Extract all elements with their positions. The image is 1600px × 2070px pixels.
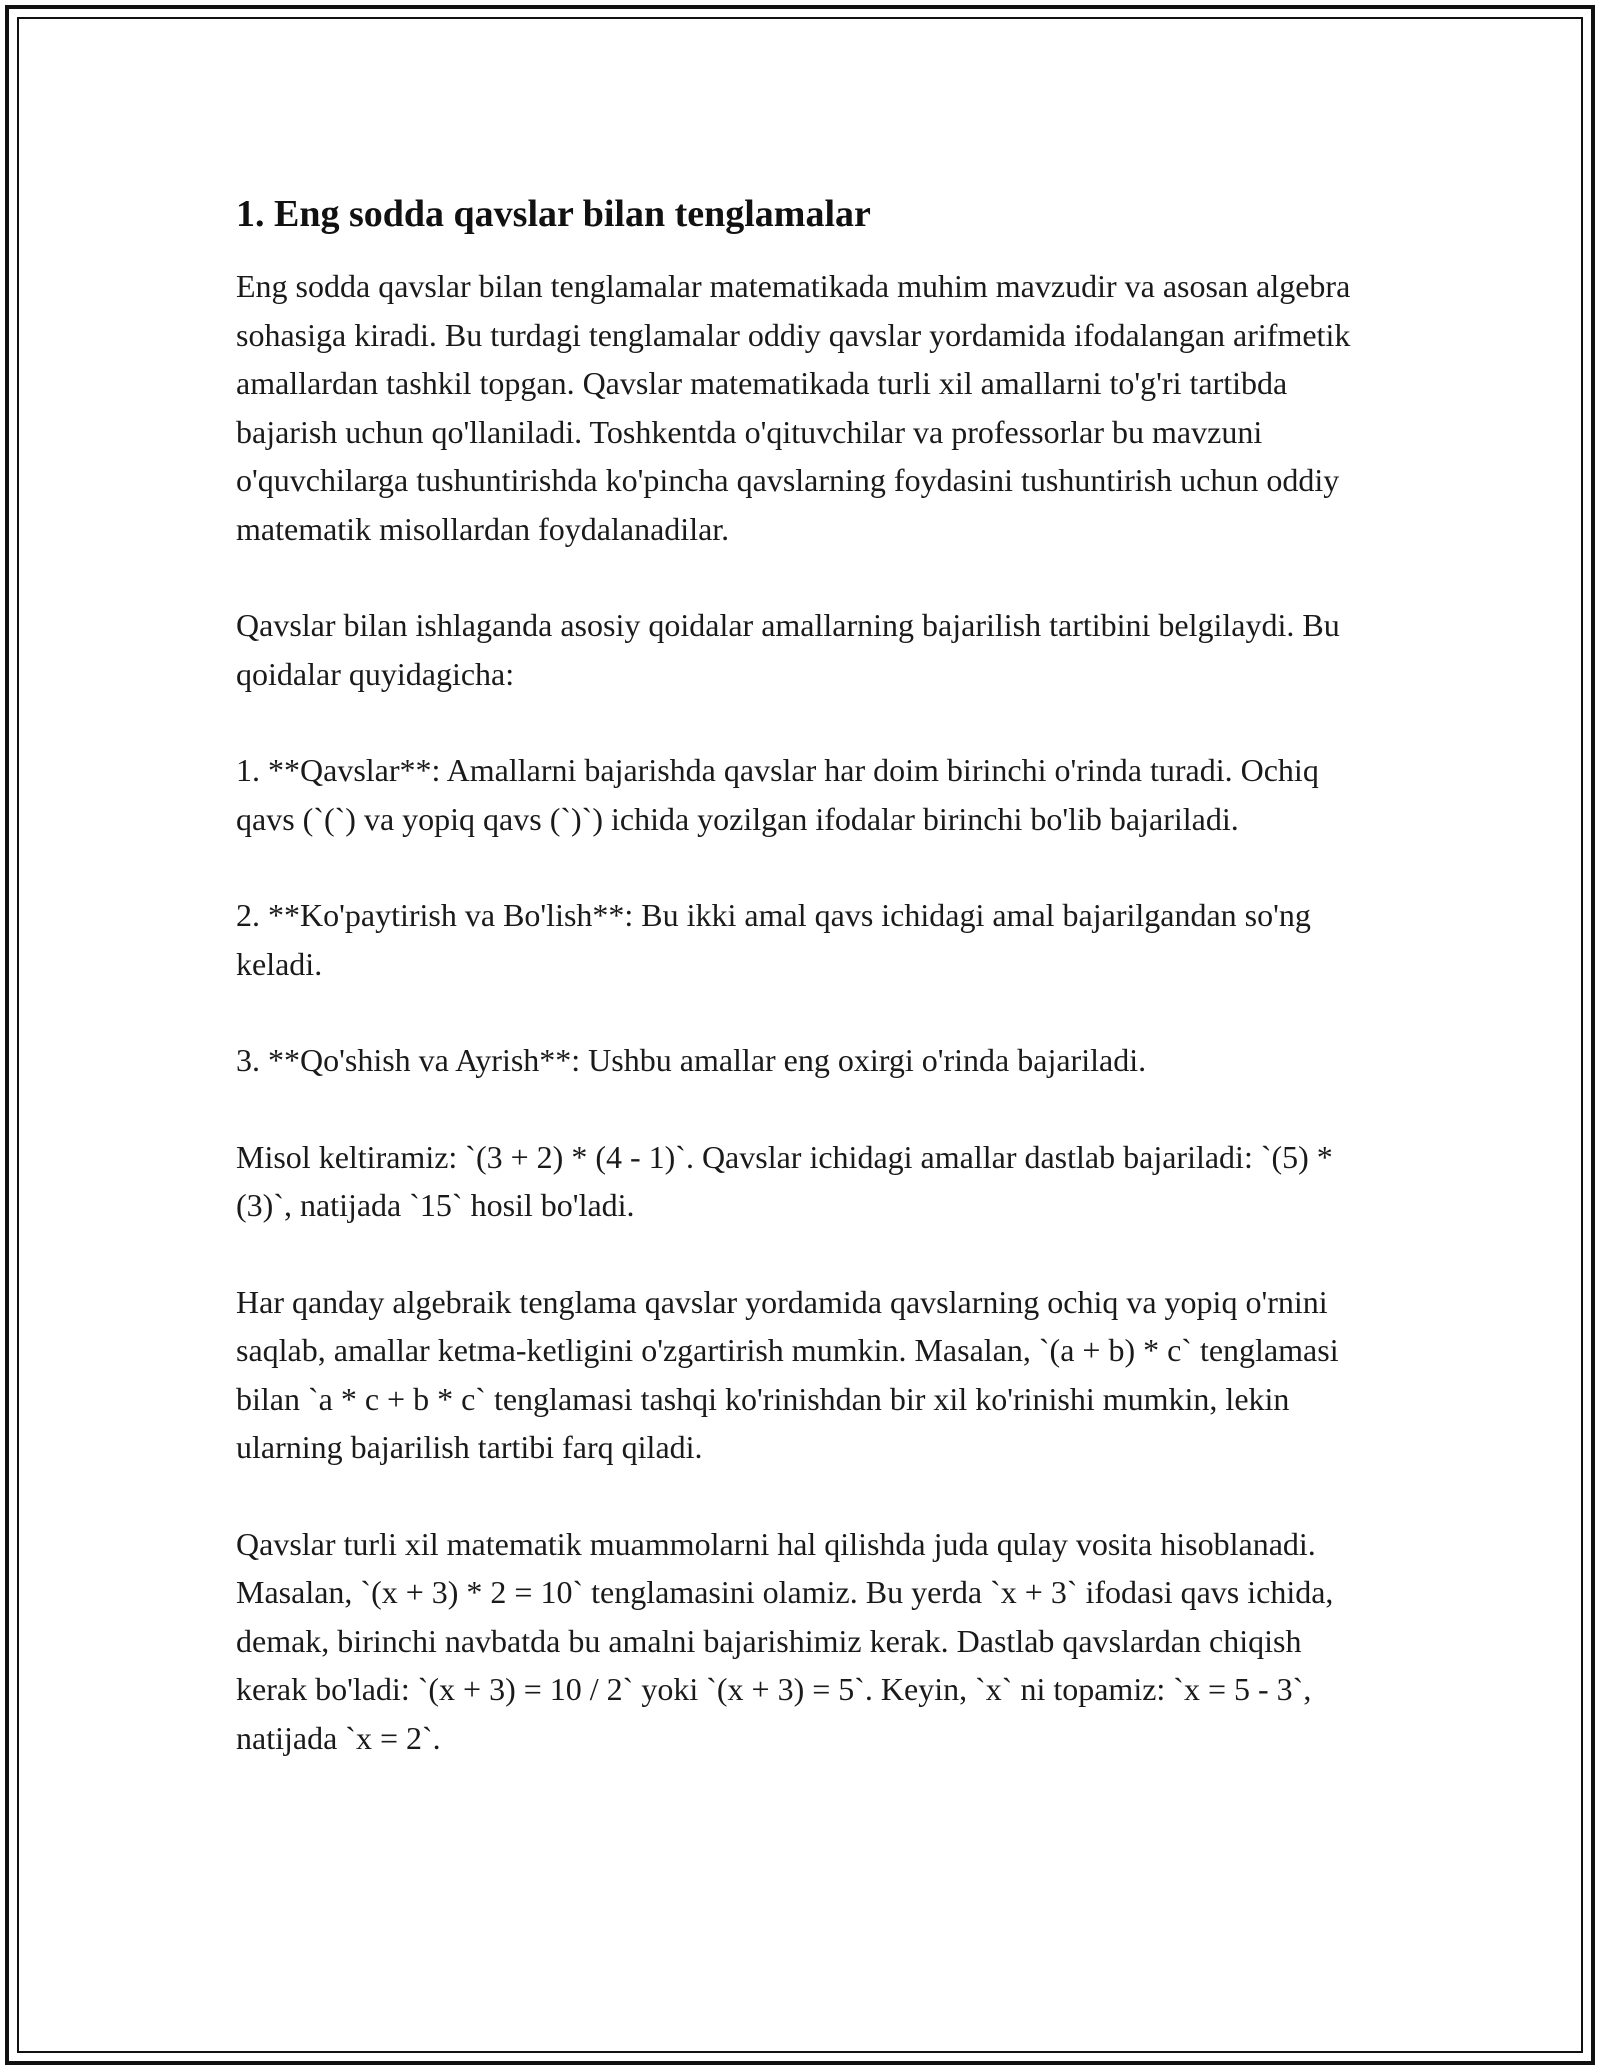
section-heading: 1. Eng sodda qavslar bilan tenglamalar: [236, 193, 871, 235]
paragraph-intro: Eng sodda qavslar bilan tenglamalar matematikada muhim mavzudir va asosan algebra sohasiga kiradi. Bu turdagi tenglamalar oddiy qavslar yordamida ifodalangan arifmetik amallardan tashkil topgan. Qavslar matematikada turli xil amallarni to'g'ri tartibda bajarish uchun qo'llaniladi. Toshkentda o'qituvchilar va professorlar bu mavzuni o'quvchilarga tushuntirishda ko'pincha qavslarning foydasini tushuntirish uchun oddiy matematik misollardan foydalanadilar.: [236, 268, 1351, 547]
paragraph-problem: Qavslar turli xil matematik muammolarni hal qilishda juda qulay vosita hisoblanadi. Masalan, `(x + 3) * 2 = 10` tenglamasini olamiz. Bu yerda `x + 3` ifodasi qavs ichida, demak, birinchi navbatda bu amalni bajarishimiz kerak. Dastlab qavslardan chiqish kerak bo'ladi: `(x + 3) = 10 / 2` yoki `(x + 3) = 5`. Keyin, `x` ni topamiz: `x = 5 - 3`, natijada `x = 2`.: [236, 1525, 1334, 1756]
paragraph-rule-1: 1. **Qavslar**: Amallarni bajarishda qavslar har doim birinchi o'rinda turadi. Ochiq qavs (`(`) va yopiq qavs (`)`) ichida yozilgan ifodalar birinchi bo'lib bajariladi.: [236, 752, 1319, 837]
paragraph-example: Misol keltiramiz: `(3 + 2) * (4 - 1)`. Qavslar ichidagi amallar dastlab bajariladi: `(5) * (3)`, natijada `15` hosil bo'ladi.: [236, 1138, 1333, 1223]
paragraph-rules-intro: Qavslar bilan ishlaganda asosiy qoidalar amallarning bajarilish tartibini belgilaydi. Bu qoidalar quyidagicha:: [236, 607, 1340, 692]
paragraph-algebraic: Har qanday algebraik tenglama qavslar yordamida qavslarning ochiq va yopiq o'rnini saqlab, amallar ketma-ketligini o'zgartirish mumkin. Masalan, `(a + b) * c` tenglamasi bilan `a * c + b * c` tenglamasi tashqi ko'rinishdan bir xil ko'rinishi mumkin, lekin ularning bajarilish tartibi farq qiladi.: [236, 1283, 1339, 1465]
paragraph-rule-3: 3. **Qo'shish va Ayrish**: Ushbu amallar eng oxirgi o'rinda bajariladi.: [236, 1042, 1147, 1078]
document-body: [236, 188, 1366, 1810]
paragraph-rule-2: 2. **Ko'paytirish va Bo'lish**: Bu ikki amal qavs ichidagi amal bajarilgandan so'ng keladi.: [236, 897, 1311, 982]
